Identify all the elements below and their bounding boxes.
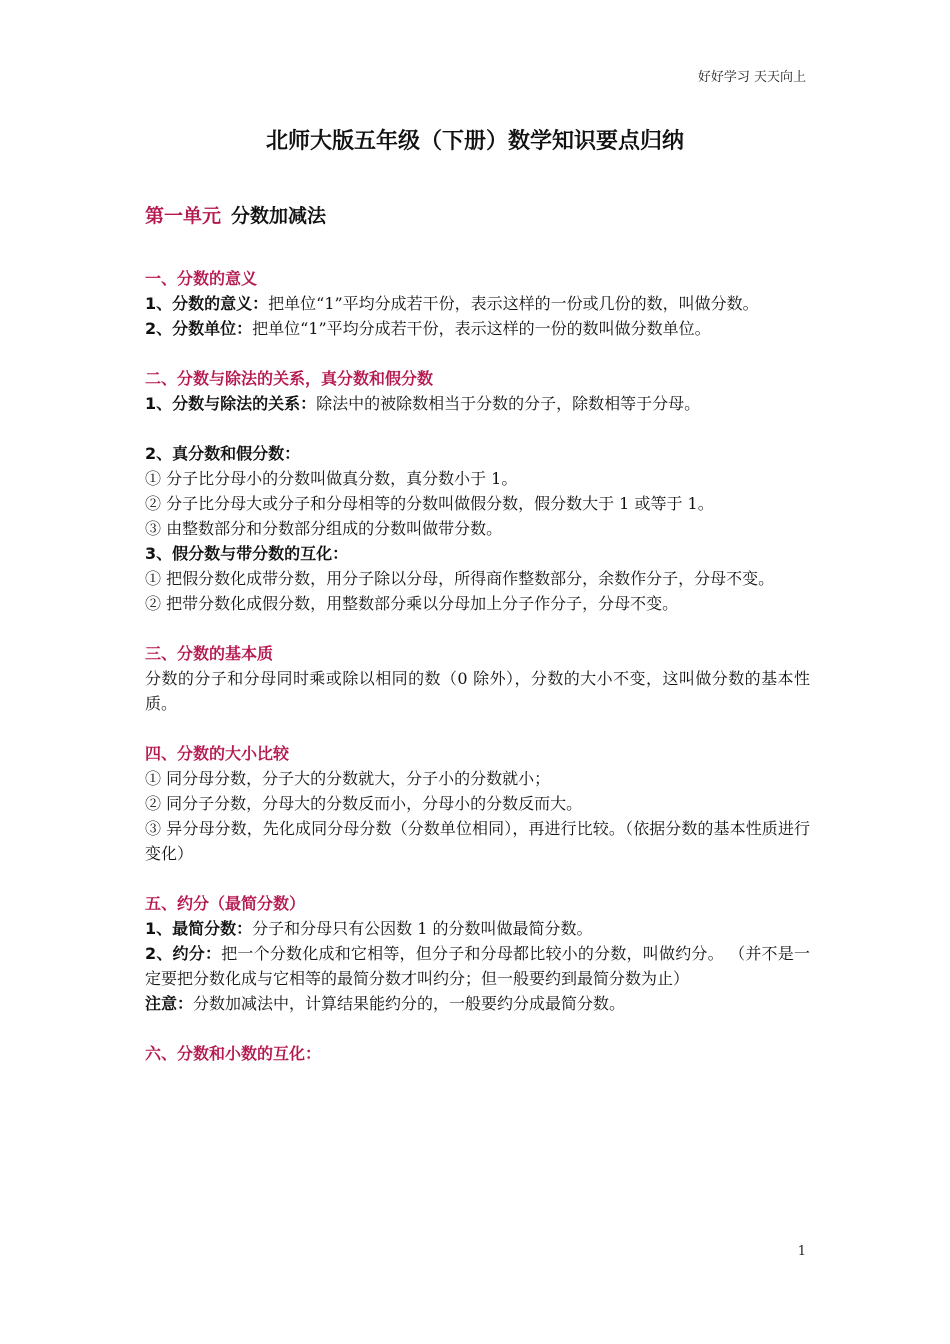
section-title: 五、约分（最简分数） (145, 894, 306, 913)
term-label: 1、分数的意义： (145, 294, 269, 313)
subheading: 2、真分数和假分数： (145, 444, 301, 463)
list-item: ② 分子比分母大或分子和分母相等的分数叫做假分数，假分数大于 1 或等于 1。 (145, 494, 714, 513)
term-label: 2、约分： (145, 944, 222, 963)
paragraph (145, 391, 810, 416)
paragraph-text: 把单位“1”平均分成若干份，表示这样的一份的数叫做分数单位。 (252, 319, 711, 338)
section-basic-property (145, 641, 810, 716)
list-item: ① 同分母分数，分子大的分数就大，分子小的分数就小； (145, 769, 551, 788)
document-title: 北师大版五年级（下册）数学知识要点归纳 (265, 129, 684, 154)
unit-name: 分数加减法 (231, 205, 327, 227)
page-number: 1 (797, 1244, 806, 1259)
term-label: 1、最简分数： (145, 919, 253, 938)
list-item: ② 同分子分数，分母大的分数反而小，分母小的分数反而大。 (145, 794, 583, 813)
paragraph (145, 291, 810, 316)
paragraph-text: 分子和分母只有公因数 1 的分数叫做最简分数。 (252, 919, 593, 938)
list-item: ③ 异分母分数，先化成同分母分数（分数单位相同），再进行比较。（依据分数的基本性质进行变化） (145, 819, 810, 863)
term-label: 1、分数与除法的关系： (145, 394, 317, 413)
unit-label: 第一单元 (145, 205, 222, 227)
section-title: 三、分数的基本质 (145, 644, 274, 663)
blank-line (145, 416, 810, 441)
list-item: ② 把带分数化成假分数，用整数部分乘以分母加上分子作分子，分母不变。 (145, 594, 679, 613)
section-title: 一、分数的意义 (145, 269, 258, 288)
paragraph-text: 除法中的被除数相当于分数的分子，除数相等于分母。 (316, 394, 701, 413)
unit-heading (145, 203, 810, 229)
section-title: 二、分数与除法的关系，真分数和假分数 (145, 369, 434, 388)
paragraph-text: 分数的分子和分母同时乘或除以相同的数（0 除外），分数的大小不变，这叫做分数的基本性质。 (145, 669, 810, 713)
section-fraction-division (145, 366, 810, 616)
paragraph (145, 916, 810, 941)
list-item: ① 把假分数化成带分数，用分子除以分母，所得商作整数部分，余数作分子，分母不变。 (145, 569, 775, 588)
note-paragraph (145, 991, 810, 1016)
section-title: 四、分数的大小比较 (145, 744, 290, 763)
note-label: 注意： (145, 994, 194, 1013)
section-title: 六、分数和小数的互化： (145, 1044, 322, 1063)
paragraph (145, 316, 810, 341)
term-label: 2、分数单位： (145, 319, 253, 338)
page-header-text: 好好学习 天天向上 (697, 70, 806, 85)
section-fraction-decimal (145, 1041, 810, 1066)
list-item: ③ 由整数部分和分数部分组成的分数叫做带分数。 (145, 519, 503, 538)
section-reduction (145, 891, 810, 1016)
subheading: 3、假分数与带分数的互化： (145, 544, 349, 563)
section-fraction-meaning (145, 266, 810, 341)
note-text: 分数加减法中，计算结果能约分的，一般要约分成最简分数。 (193, 994, 626, 1013)
paragraph (145, 941, 810, 991)
section-comparison (145, 741, 810, 866)
paragraph-text: 把一个分数化成和它相等，但分子和分母都比较小的分数，叫做约分。 （并不是一定要把分数化成与它相等的最简分数才叫约分；但一般要约到最简分数为止） (145, 944, 810, 988)
paragraph-text: 把单位“1”平均分成若干份，表示这样的一份或几份的数，叫做分数。 (268, 294, 759, 313)
document-body (145, 203, 810, 1091)
list-item: ① 分子比分母小的分数叫做真分数，真分数小于 1。 (145, 469, 518, 488)
